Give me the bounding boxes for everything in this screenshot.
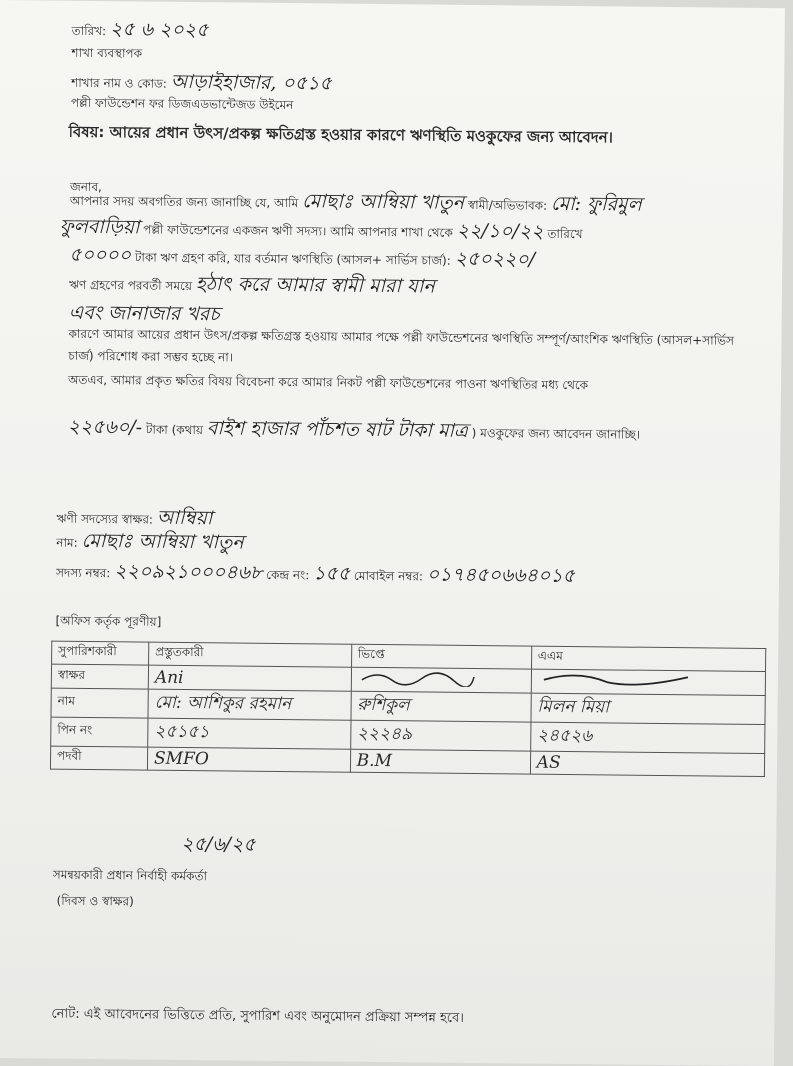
footer-note: নোট: এই আবেদনের ভিত্তিতে প্রতি, সুপারিশ এবং অনুমোদন প্রক্রিয়া সম্পন্ন হবে। (51, 1006, 465, 1026)
row-label: পদবী (50, 746, 147, 770)
loan-date-hw: ২২/১০/২২ (456, 219, 544, 243)
waiver-words-hw: বাইশ হাজার পাঁচশত ষাট টাকা মাত্র (206, 417, 469, 442)
waiver-amount-hw: ২২৫৬০/- (67, 415, 143, 439)
signature-scribble (531, 669, 766, 695)
table-header-cell: প্রস্তুতকারী (149, 642, 352, 667)
table-cell: রুশিকুল (351, 691, 531, 722)
table-cell: AS (530, 751, 765, 776)
samity-name-hw: ফুলবাড়িয়া (59, 215, 140, 239)
table-cell: SMFO (147, 747, 350, 772)
table-cell: Ani (148, 665, 351, 691)
table-header-cell: সুপারিশকারী (52, 641, 149, 665)
signature-icon (357, 668, 477, 687)
para1-line3: ৫০০০০ টাকা ঋণ গ্রহণ করি, যার বর্তমান ঋণস্থিতি (আসল+ সার্ভিস চার্জ): ২৫০২২০/ (69, 243, 536, 271)
office-table (50, 641, 766, 777)
loan-amount-hw: ৫০০০০ (69, 243, 132, 267)
table-cell: ২২২৪৯ (350, 720, 530, 751)
date-line: তারিখ: ২৫ ৬ ২০২৫ (71, 18, 209, 42)
approver-signature: ২৫/৬/২৫ (181, 832, 256, 856)
guardian-name-hw: মো: ফুরিমুল (550, 192, 642, 216)
table-cell: মো: আশিকুর রহমান (148, 689, 351, 720)
reason-hw: হঠাৎ করে আমার স্বামী মারা যান (195, 273, 435, 298)
org-line: পল্লী ফাউন্ডেশন ফর ডিজএডভান্টেজড উইমেন (70, 95, 294, 113)
subject-line: বিষয়: আয়ের প্রধান উৎস/প্রকল্প ক্ষতিগ্রস্ত হওয়ার কারণে ঋণস্থিতি মওকুফের জন্য আবেদন। (68, 122, 614, 147)
table-cell: B.M (350, 749, 530, 774)
center-no: ১৫৫ (313, 562, 351, 585)
applicant-ids-line: সদস্য নম্বর: ২২০৯২১০০০৪৬৮ কেন্দ্র নং: ১৫৫ মোবাইল নম্বর: ০১৭৪৫০৬৬৪০১৫ (55, 560, 576, 588)
applicant-name-value: মোছাঃ আম্বিয়া খাতুন (81, 529, 244, 554)
applicant-name-hw: মোছাঃ আম্বিয়া খাতুন (301, 190, 465, 214)
row-label: নাম (51, 688, 148, 718)
row-label: স্বাক্ষর (51, 664, 148, 689)
approver-sub: (দিবস ও স্বাক্ষর) (56, 893, 134, 909)
branch-line: শাখার নাম ও কোড: আড়াইহাজার, ০৫১৫ (71, 70, 332, 95)
table-header-cell: ভিপ্তে (351, 644, 531, 669)
applicant-signature: আম্বিয়া (156, 506, 213, 530)
para1-line1: আপনার সদয় অবগতির জন্য জানাচ্ছি যে, আমি মোছাঃ আম্বিয়া খাতুন স্বামী/অভিভাবক: মো: ফুরিমুল (69, 190, 642, 216)
para1-line4: ঋণ গ্রহণের পরবর্তী সময়ে হঠাৎ করে আমার স্বামী মারা যান (68, 273, 435, 298)
applicant-sig-line: ঋণী সদস্যের স্বাক্ষর: আম্বিয়া (56, 506, 213, 530)
branch-value: আড়াইহাজার, ০৫১৫ (170, 70, 332, 95)
office-section-title: [অফিস কর্তৃক পূরণীয়] (55, 613, 162, 629)
salutation: জনাব, (69, 179, 102, 195)
approver-title: সমন্বয়কারী প্রধান নির্বাহী কর্মকর্তা (52, 867, 208, 884)
table-cell: মিলন মিয়া (531, 693, 766, 724)
signature-icon (538, 670, 698, 690)
date-value: ২৫ ৬ ২০২৫ (109, 18, 209, 42)
table-header-cell: এএম (531, 646, 766, 671)
member-no: ২২০৯২১০০০৪৬৮ (114, 560, 263, 584)
signature-scribble (351, 667, 531, 693)
applicant-name-line: নাম: মোছাঃ আম্বিয়া খাতুন (56, 529, 244, 554)
para1-line2: ফুলবাড়িয়া পল্লী ফাউন্ডেশনের একজন ঋণী সদস্য। আমি আপনার শাখা থেকে ২২/১০/২২ তারিখে (59, 215, 583, 243)
row-label: পিন নং (51, 717, 148, 747)
para2-line2: ২২৫৬০/- টাকা (কথায় বাইশ হাজার পাঁচশত ষাট টাকা মাত্র ) মওকুফের জন্য আবেদন জানাচ্ছি। (67, 415, 641, 442)
para2-start: অতএব, আমার প্রকৃত ক্ষতির বিষয় বিবেচনা করে আমার নিকট পল্লী ফাউন্ডেশনের পাওনা ঋণস্থিতির মধ্য থেকে (67, 372, 589, 393)
recipient-line: শাখা ব্যবস্থাপক (71, 45, 143, 61)
outstanding-hw: ২৫০২২০/ (454, 247, 536, 271)
table-cell: ২৫১৫১ (148, 718, 351, 749)
mobile-no: ০১৭৪৫০৬৬৪০১৫ (426, 563, 576, 588)
para1-end: কারণে আমার আয়ের প্রধান উৎস/প্রকল্প ক্ষতিগ্রস্ত হওয়ায় আমার পক্ষে পল্লী ফাউন্ডেশনের ঋণস্থিতি সম্পূর্ণ/আংশিক ঋণস্থিতি (আসল+সার্ভিস চার্জ) পরিশোধ করা সম্ভব হচ্ছে না। (68, 326, 734, 365)
table-cell: ২৪৫২৬ (530, 722, 765, 753)
reason2-hw: এবং জানাজার খরচ (68, 301, 220, 326)
